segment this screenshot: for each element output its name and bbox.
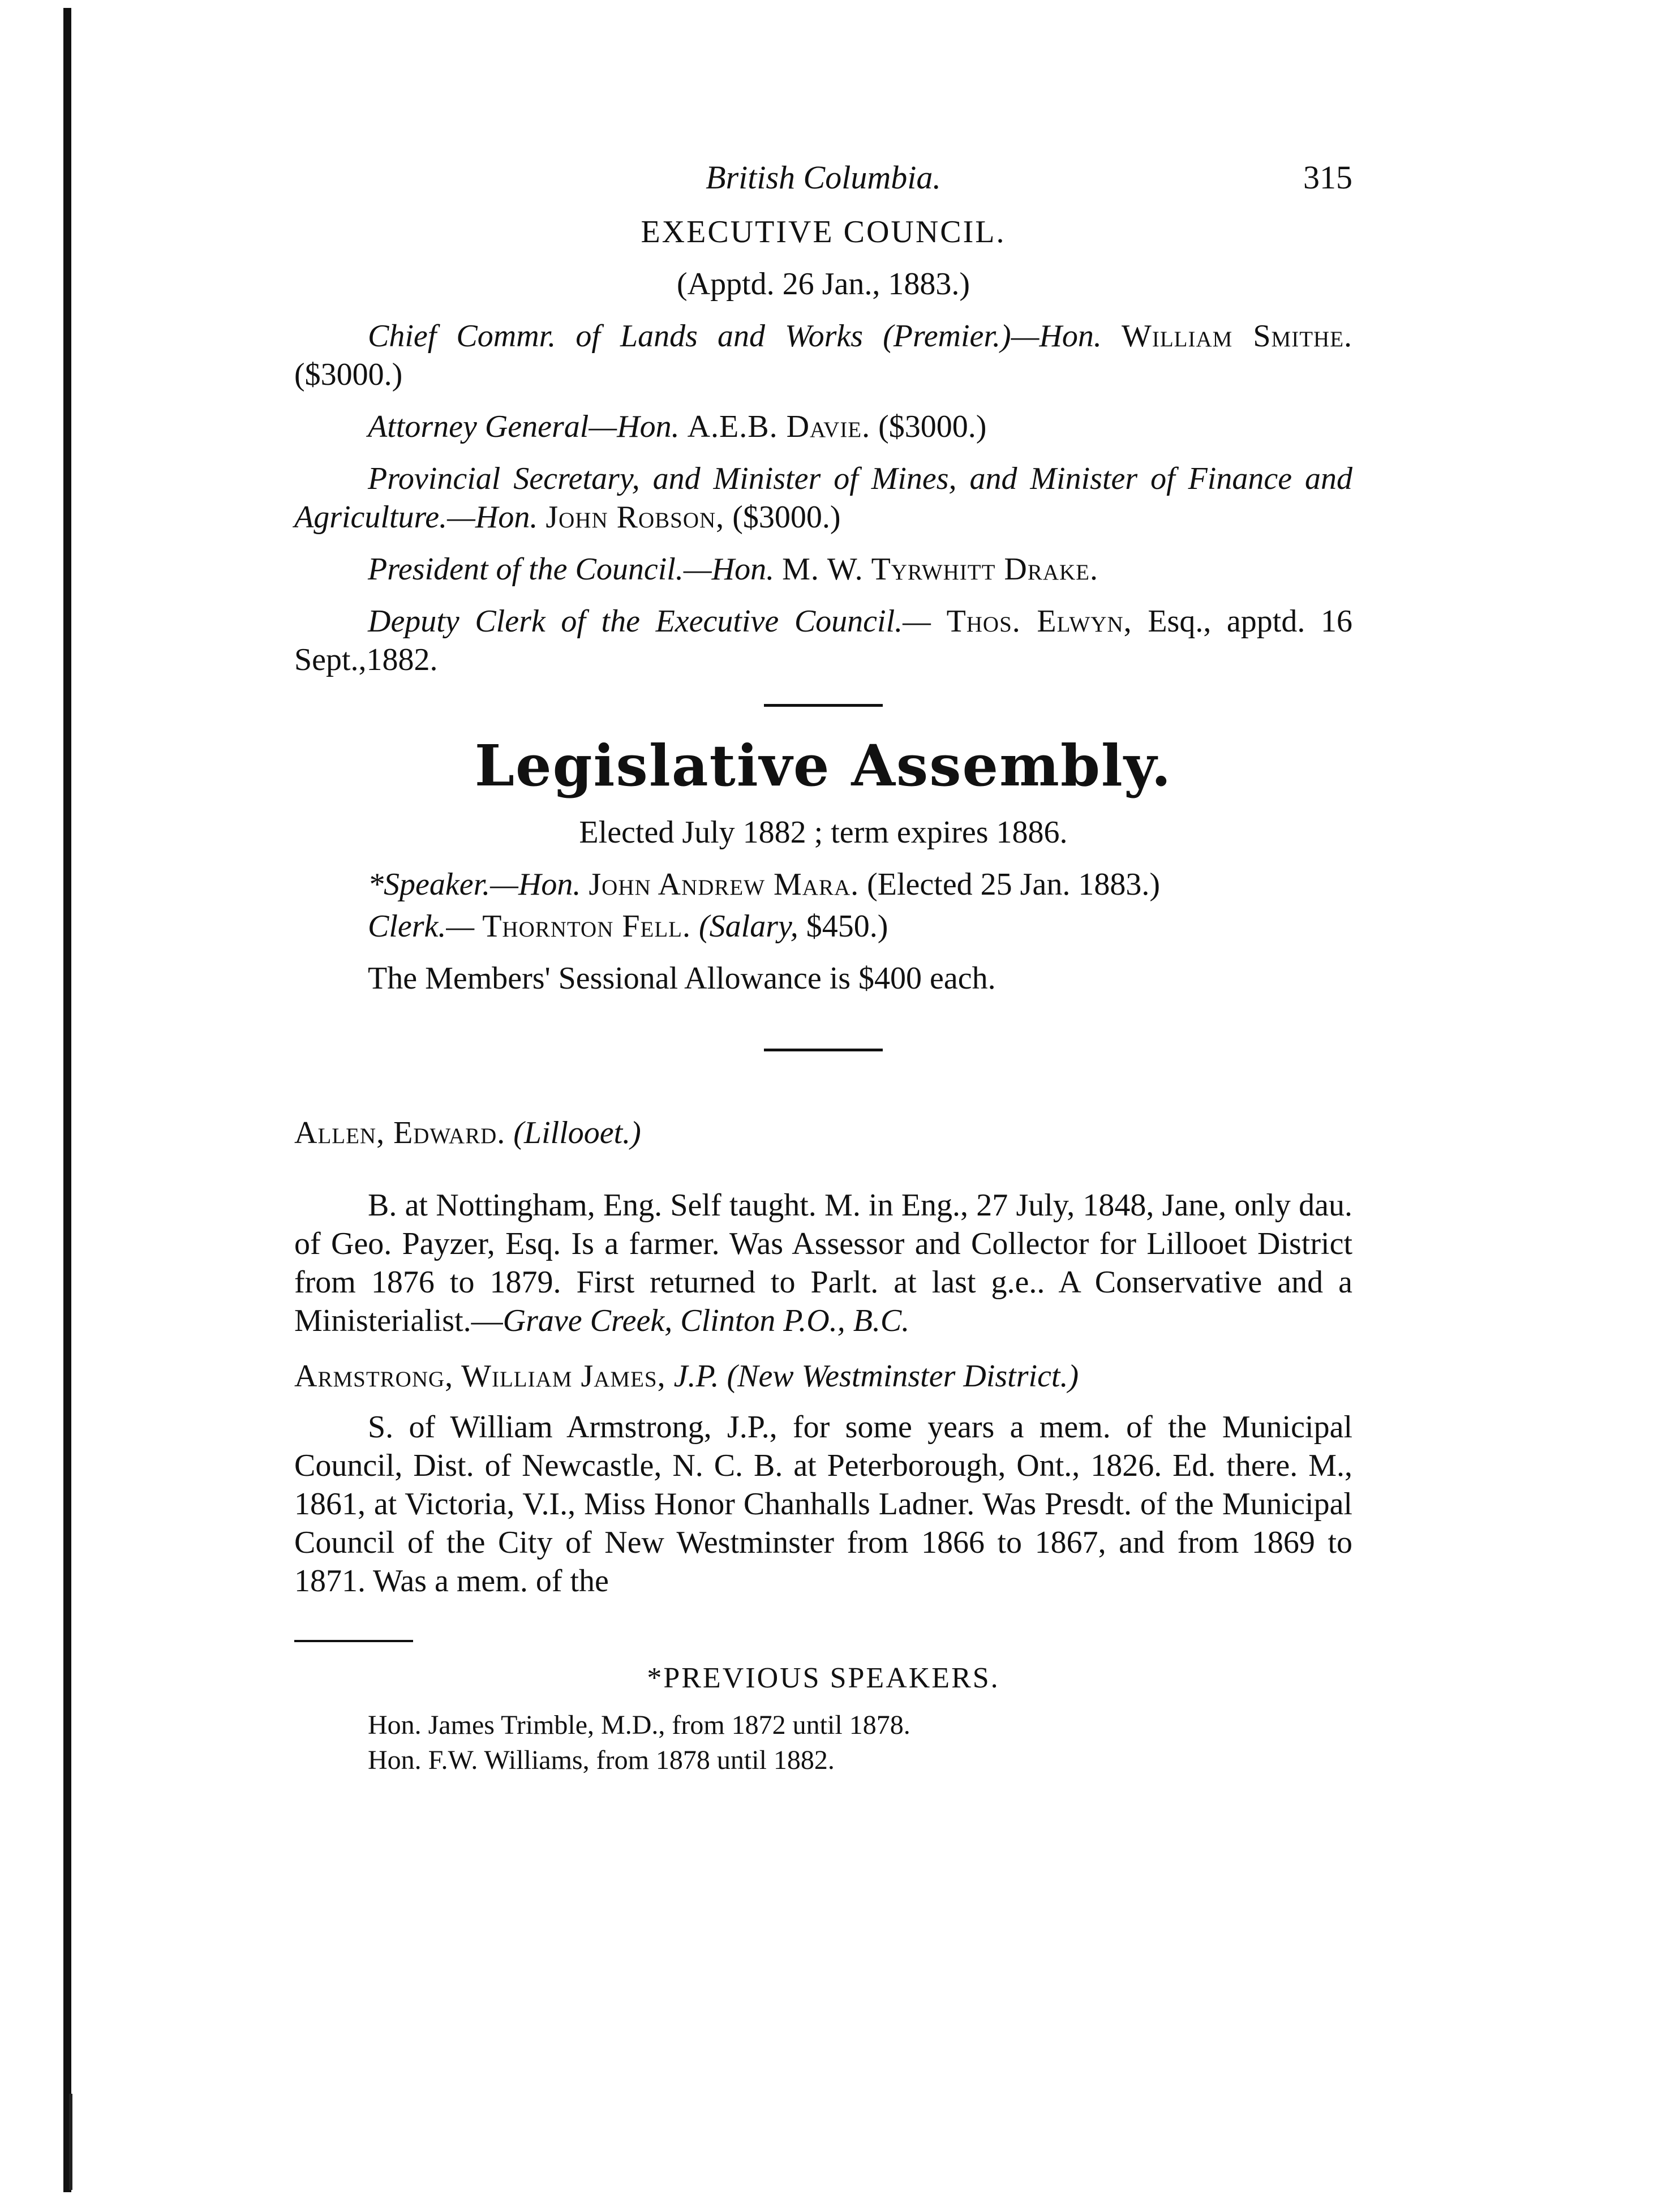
member-role: Deputy Clerk of the Executive Council.— [368, 604, 931, 639]
member-appointment: Esq., apptd. 16 Sept.,1882. [294, 604, 1352, 677]
footnote-rule [294, 1640, 413, 1642]
assembly-election-note: Elected July 1882 ; term expires 1886. [579, 815, 1068, 850]
allowance-line: The Members' Sessional Allowance is $400 each. [368, 961, 996, 996]
section-divider [764, 1049, 883, 1051]
member-salary: ($3000.) [294, 357, 403, 392]
member-entry-body [294, 1408, 1352, 1600]
member-role: President of the Council.—Hon. [368, 552, 775, 587]
clerk-salary-label: (Salary, [699, 909, 798, 944]
entry-body: S. of William Armstrong, J.P., for some years a mem. of the Municipal Council, Dist. of Newcastle, N. C. B. at Peterborough, Ont., 1826. Ed. there. M., 1861, at Victoria, V.I., Miss Honor Chanhalls Ladner. Was Presdt. of the Municipal Council of the City of New Westminster from 1866 to 1867, and from 1869 to 1871. Was a mem. of the [294, 1410, 1352, 1599]
footnote-line: Hon. F.W. Williams, from 1878 until 1882. [368, 1745, 835, 1775]
member-name: M. W. Tyrwhitt Drake. [782, 552, 1099, 587]
council-member [294, 550, 1352, 589]
entry-body: B. at Nottingham, Eng. Self taught. M. in Eng., 27 July, 1848, Jane, only dau. of Geo. Payzer, Esq. Is a farmer. Was Assessor and Collector for Lillooet District from 1876 to 1879. First returned to Parlt. at last g.e.. A Conservative and a Ministerialist.— [294, 1188, 1352, 1338]
speaker-line [294, 865, 1352, 904]
member-name: William Smithe. [1121, 319, 1353, 354]
footnote-title: *PREVIOUS SPEAKERS. [647, 1662, 1000, 1694]
clerk-role: Clerk.— [368, 909, 475, 944]
member-entry-heading [294, 1114, 1352, 1152]
running-title: British Columbia. [706, 159, 941, 196]
entry-name: Armstrong, William James, [294, 1359, 666, 1394]
council-member [294, 602, 1352, 679]
page-edge-shadow [63, 8, 71, 2192]
member-role: Attorney General—Hon. [368, 409, 680, 444]
entry-constituency: (New Westminster District.) [727, 1359, 1079, 1394]
section-divider [764, 704, 883, 707]
member-entry-body [294, 1186, 1352, 1340]
footnote-line: Hon. James Trimble, M.D., from 1872 until 1878. [368, 1710, 910, 1740]
page-number: 315 [1303, 159, 1352, 196]
council-member [294, 459, 1352, 536]
council-member [294, 407, 1352, 446]
page-edge-mark [69, 2094, 72, 2190]
council-member [294, 317, 1352, 394]
executive-council-title: EXECUTIVE COUNCIL. [641, 214, 1006, 250]
entry-name: Allen, Edward. [294, 1115, 506, 1150]
member-salary: ($3000.) [732, 500, 841, 535]
clerk-line [294, 907, 1352, 946]
entry-constituency: (Lillooet.) [513, 1115, 641, 1150]
speaker-elected: (Elected 25 Jan. 1883.) [867, 867, 1160, 902]
clerk-salary-value: $450.) [806, 909, 888, 944]
member-name: A.E.B. Davie. [687, 409, 871, 444]
member-role: Chief Commr. of Lands and Works (Premier.)—Hon. [368, 319, 1102, 354]
member-entry-heading [294, 1357, 1352, 1395]
member-name: John Robson, [545, 500, 725, 535]
page-content [294, 158, 1352, 1778]
entry-address: Grave Creek, Clinton P.O., B.C. [502, 1303, 910, 1338]
executive-council-appointed: (Apptd. 26 Jan., 1883.) [677, 267, 970, 302]
speaker-role: *Speaker.—Hon. [368, 867, 581, 902]
clerk-name: Thornton Fell. [482, 909, 691, 944]
member-salary: ($3000.) [878, 409, 987, 444]
entry-title: J.P. [673, 1359, 719, 1394]
page-header [294, 158, 1352, 203]
legislative-assembly-title: Legislative Assembly. [474, 732, 1172, 799]
member-role: Provincial Secretary, and Minister of Mines, and Minister of Finance and Agriculture.—Hon. [294, 461, 1352, 535]
member-name: Thos. Elwyn, [946, 604, 1132, 639]
speaker-name: John Andrew Mara. [589, 867, 860, 902]
